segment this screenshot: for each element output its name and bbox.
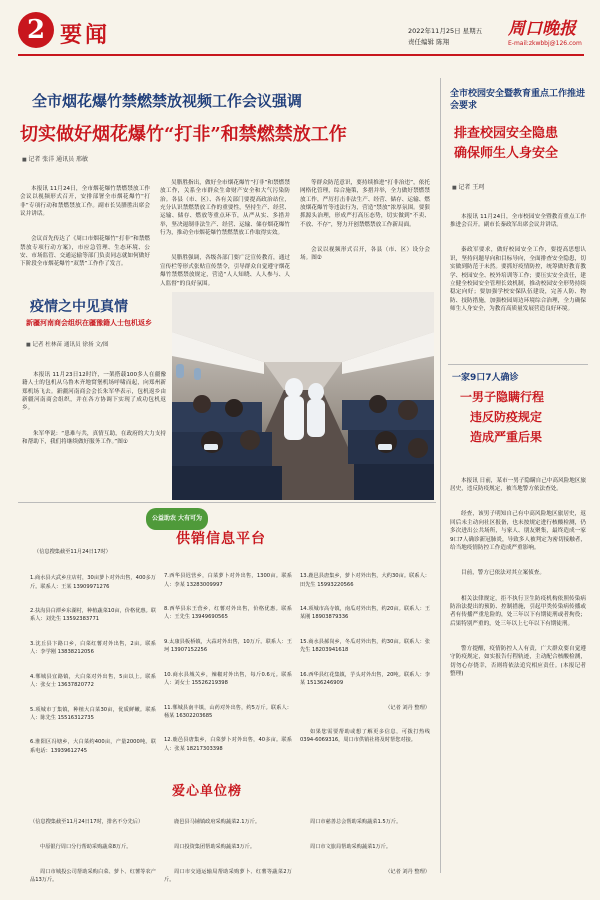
photo-headline: 疫情之中见真情 [30,299,128,315]
list-item: （记者 刘丹 整理） [385,868,430,875]
photo-body: 本报讯 11月23日12时许，一架搭载100多人在疆豫籍人士的包机从乌鲁木齐地窝堡机场呼啸而起，向郑州新郑机场飞去。新疆河南商会会长朱军华表示，包机返乡由新疆河南商会组织，并在各方协调下实现了成功包机返乡。 朱军华说：“患难与共，真情互助，在政府的大力支持和帮助下，我们将继续做好服务工作。”图① [22,371,166,446]
list-item: 15.商水县郝岗乡，冬瓜对外出售，约30亩。联系人：张先生 18203941618 [300,639,430,654]
list-item: 7.西华县迟营乡，白菜萝卜对外出售，1300亩。联系人：李某 13283009997 [164,573,292,588]
list-item: 8.西华县东王营乡，红薯对外出售，价格优惠。联系人：王先生 13949690565 [164,606,292,621]
campus-safety-story [448,84,588,362]
list-item: 11.郸城县南丰镇，山药对外出售，约5万斤。联系人：杨某 16302203685 [164,704,292,719]
campus-kicker: 全市校园安全暨教育重点工作推进会要求 [450,89,586,111]
campus-headline-1: 排查校园安全隐患 [454,126,559,141]
section-rule [18,502,436,503]
supply-info-platform [16,508,436,776]
paper-logo: 周口晚报 [508,19,576,39]
campus-body: 本报讯 11月24日，全市校园安全暨教育重点工作推进会召开。副市长秦政军出席会议并讲话。 秦政军要求，做好校园安全工作，要提高思想认识，坚持问题导向和目标导向，全面排查安全隐患，切实做到防范于未然。要抓好疫情防控，统筹做好教育教学、校园安全、校外培训等工作；要压实安全责任，建立健全校园安全管理长效机制，推动校园安全形势持续稳定向好；要加强学校安保队伍建设，完善人防、物防、技防措施，加强校园周边环境综合治理，全力确保师生人身安全，为教育高质量发展营造良好环境。 [450,213,586,313]
platform-date-line: （信息搜集截至11月24日17时） [34,549,111,555]
lead-kicker: 全市烟花爆竹禁燃禁放视频工作会议强调 [32,92,303,110]
publish-date: 2022年11月25日 星期五 [408,27,483,35]
list-item: 鹿邑县马铺镇政府采购蔬菜2.1万斤。 [174,819,261,826]
lead-col2: 吴腊胜指出，做好全市烟花爆竹“打非”和禁燃禁放工作，关系全市群众生命财产安全和大气污染防治。各县（市、区）、各有关部门要提高政治站位，充分认识禁燃禁放工作的重要性，坚持生产、经营、运输、储存、燃放等重点环节，从严从实、多措并举，坚决遏制非法生产、经营、运输、储存烟花爆竹行为，推动全市烟花爆竹禁燃禁放工作取得实效。 吴腊胜强调，各级各部门要广泛宣传教育，通过宣传栏等形式张贴宣传禁令，引导群众自觉遵守烟花爆竹禁燃禁放规定，营造“人人知晓、人人参与、人人监督”的良好氛围。 [160,179,290,287]
caring-date-line: （信息搜集截至11月24日17时，排名不分先后） [30,819,144,826]
photo-byline: ■ 记者 杜林苗 通讯员 徐扬 文/图 [26,340,176,348]
list-item: 5.项城市丁集镇，种植大白菜30亩，优质鲜嫩。联系人：陈先生 15516312735 [30,706,156,721]
itinerary-headline-3: 造成严重后果 [470,430,543,444]
story-top-rule [448,364,588,365]
platform-signoff: （记者 刘丹 整理） [385,704,430,711]
list-item: 9.太康县板桥镇，大蒜对外出售，10万斤。联系人：王珂 13907152256 [164,639,292,654]
itinerary-headline-1: 一男子隐瞒行程 [460,390,545,404]
itinerary-kicker: 一家9口7人确诊 [452,373,519,383]
itinerary-body: 本报讯 日前，某市一男子隐瞒自己中高风险地区旅居史，违反防疫规定，被当地警方依法查处。 经查，该男子明知自己有中高风险地区旅居史，返回后未主动向社区报备，也未按规定进行核酸检测，仍多次进出公共场所，与家人、朋友聚集，最终造成一家9口7人确诊新冠肺炎，导致多人被判定为密切接触者，给当地疫情防控工作造成严重影响。 目前，警方已依法对其立案侦查。 相关法律规定，拒不执行卫生防疫机构依照传染病防治法提出的预防、控制措施，引起甲类传染病传播或者有传播严重危险的，处三年以下有期徒刑或者拘役；后果特别严重的，处三年以上七年以下有期徒刑。 警方提醒，疫情防控人人有责，广大群众要自觉遵守防疫规定，如实报告行程轨迹，主动配合核酸检测，切勿心存侥幸，否则将依法追究相应责任。(本报记者 整理) [450,477,588,678]
list-item: 中原银行周口分行帮助采购蔬菜8万斤。 [40,844,132,851]
platform-col3 [300,556,430,768]
lead-byline: ■ 记者 张洋 通讯员 邢敏 [22,154,88,163]
masthead [0,0,600,70]
column-divider [440,78,441,873]
list-item: 周口市慈善总会帮助采购蔬菜1.5万斤。 [310,819,402,826]
lead-col3: 等群众防范意识，要持续推进“打非治违”，依托网格化管理，综合施策，多措并举，全力做好禁燃禁放工作，严厉打击非法生产、经营、储存、运输、燃放烟花爆竹等违法行为，营造“禁放”浓厚氛围。要狠抓源头治理，形成严打高压态势，切实做到“不卖、不放、不存”，努力开创禁燃禁放工作新局面。 会议以视频形式召开，各县（市、区）设分会场。图② [300,179,430,262]
masthead-rule [18,54,584,56]
page-number: 2 [26,15,46,45]
lead-headline: 切实做好烟花爆竹“打非”和禁燃禁放工作 [20,124,347,145]
list-item: 3.沈丘县卞路口乡，白菜红薯对外出售，2亩。联系人：李学刚 13838212056 [30,641,156,656]
platform-col2 [164,556,292,768]
list-item: 10.商水县城关乡，辣椒对外出售，每斤0.6元。联系人：刘女士 15526219398 [164,671,292,687]
list-item: 16.西华县红花集镇，芋头对外出售，20吨。联系人：李某 15136246909 [300,671,430,687]
list-item: 周口市城投公司帮助采购白菜、萝卜、红薯等农产品13万斤。 [30,868,156,883]
cabin-illustration [172,292,434,500]
lead-story [16,84,432,289]
page-number-badge [18,12,54,48]
banner-badge [146,508,208,530]
campus-headline-2: 确保师生人身安全 [454,146,559,161]
list-item: 6.淮阳区冯塘乡，大白菜约400亩，产量2000吨。联系电话：13939612745 [30,739,156,754]
caring-title: 爱心单位榜 [172,784,243,799]
list-item: 2.扶沟县白潭乡东湖村，种植蔬菜10亩，价格优惠。联系人：刘先生 13592383771 [30,608,156,623]
list-item: 13.鹿邑县唐集乡，萝卜对外出售，大约30亩。联系人：田先生 15993220566 [300,573,430,588]
list-item: 12.鹿邑县唐集乡，白菜萝卜对外出售，40多亩。联系人：张某 18217303398 [164,737,292,752]
caring-units-list [16,776,436,884]
editor-line: 责任编辑 陈翔 [408,38,450,46]
photo-subhead: 新疆河南商会组织在疆豫籍人士包机返乡 [26,319,152,327]
photo-story [16,292,436,502]
caring-col2 [164,802,292,882]
paper-email: E-mail:zkwbbj@126.com [508,40,582,47]
list-item: 周口投资集团帮助采购蔬菜3万斤。 [174,844,256,851]
lead-col1: 本报讯 11月24日，全市烟花爆竹禁燃禁放工作会议以视频形式召开，安排部署全市烟花爆竹“打非”专项行动和禁燃禁放工作。副市长吴腊胜出席会议并讲话。 会议首先传达了《周口市烟花爆竹“打非”和禁燃禁放专项行动方案》，市应急管理、生态环境、公安、市场监管、交通运输等部门负责同志就如何做好下阶段全市烟花爆竹“双禁”工作作了发言。 [20,185,150,268]
itinerary-headline-2: 违反防疫规定 [470,410,543,424]
platform-title: 供销信息平台 [176,531,266,547]
section-title: 要闻 [60,22,111,48]
caring-col1 [30,802,156,882]
concealed-itinerary-story [448,364,588,876]
list-item: 1.商水县大武乡庄店村，30亩萝卜对外出售，400多万斤。联系人：王某 13909971276 [30,575,156,590]
list-item: 周口市文旅局帮助采购蔬菜1万斤。 [310,844,392,851]
platform-col1 [30,558,156,768]
banner-text: 公益助农 大有可为 [151,515,203,522]
list-item: 周口市交通运输局帮助采购萝卜、红薯等蔬菜2万斤。 [164,868,292,883]
list-item: 14.项城市高寺镇，南瓜对外出售，约20亩。联系人：王某刚 18903879336 [300,606,430,621]
platform-hotline: 如果您需要帮助或想了解更多信息，可拨打热线0394-6069316，周口市供销社将及时帮您对接。 [300,729,430,744]
airplane-cabin-photo [172,292,434,500]
caring-col3 [300,802,430,882]
list-item: 4.郸城县宜路镇，大白菜对外出售，5亩以上。联系人：张女士 13637820772 [30,673,156,689]
campus-byline: ■ 记者 王珂 [452,182,484,191]
